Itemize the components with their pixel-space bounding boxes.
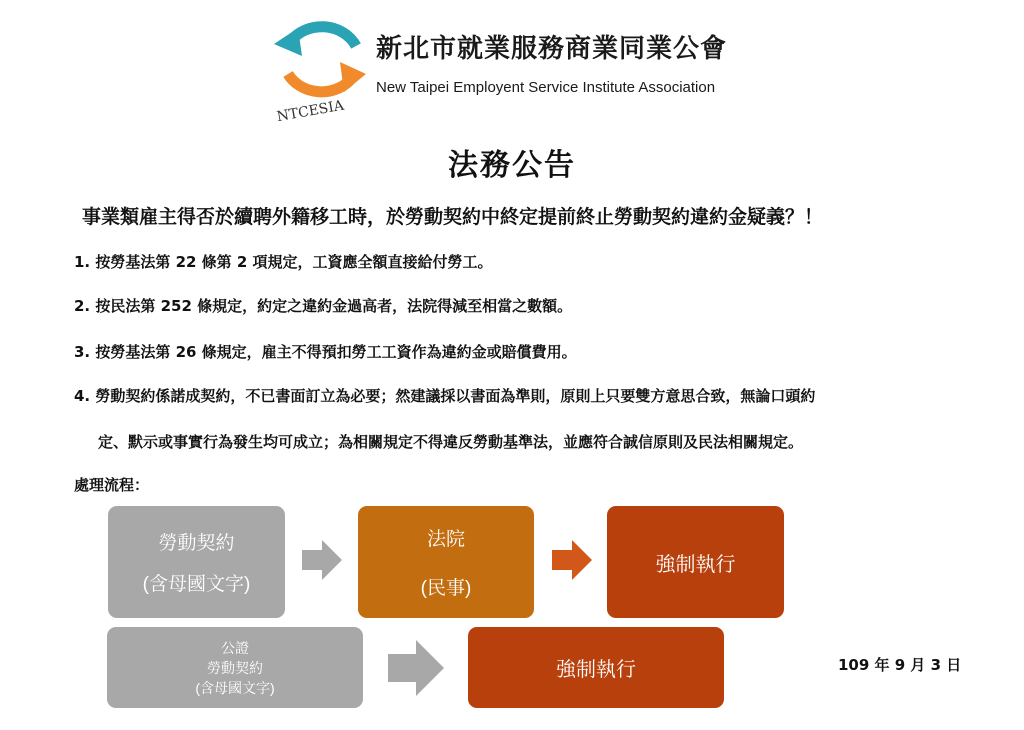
legal-item-2: 2. 按民法第 252 條規定，約定之違約金過高者，法院得減至相當之數額。 xyxy=(74,297,573,315)
flow-box-notary-line2: 勞動契約 xyxy=(207,659,263,676)
logo xyxy=(268,8,372,124)
arrow-right-icon xyxy=(388,640,444,696)
flow-box-notarized-contract xyxy=(107,627,363,708)
question-heading: 事業類雇主得否於續聘外籍移工時，於勞動契約中終定提前終止勞動契約違約金疑義？！ xyxy=(82,206,824,228)
notice-date: 109 年 9 月 3 日 xyxy=(838,656,962,674)
flow-box-enforcement-2 xyxy=(468,627,724,708)
flow-box-court-line2: (民事) xyxy=(420,578,472,599)
flow-box-court-line1: 法院 xyxy=(426,529,465,550)
flow-box-notary-line3: (含母國文字) xyxy=(195,679,275,696)
circular-arrows-icon xyxy=(268,8,372,124)
org-name-zh: 新北市就業服務商業同業公會 xyxy=(376,34,728,64)
flow-box-enforcement-2-label: 強制執行 xyxy=(556,659,636,681)
flow-box-contract-line2: (含母國文字) xyxy=(142,574,251,595)
process-label: 處理流程： xyxy=(74,476,150,494)
legal-item-3: 3. 按勞基法第 26 條規定，雇主不得預扣勞工工資作為違約金或賠償費用。 xyxy=(74,343,577,361)
flow-box-court xyxy=(358,506,534,618)
page-title: 法務公告 xyxy=(448,148,576,183)
legal-item-4: 4. 勞動契約係諾成契約，不已書面訂立為必要；然建議採以書面為準則，原則上只要雙方意思合致，無論口頭約 xyxy=(74,387,816,405)
legal-item-1: 1. 按勞基法第 22 條第 2 項規定，工資應全額直接給付勞工。 xyxy=(74,253,493,271)
flow-box-enforcement xyxy=(607,506,784,618)
legal-item-4-continued: 定、默示或事實行為發生均可成立；為相關規定不得違反勞動基準法，並應符合誠信原則及民法相關規定。 xyxy=(98,433,804,451)
flow-box-contract-line1: 勞動契約 xyxy=(158,533,235,554)
arrow-right-icon xyxy=(302,540,342,580)
flow-box-contract xyxy=(108,506,285,618)
flow-box-enforcement-label: 強制執行 xyxy=(655,553,736,576)
org-name-en: New Taipei Employent Service Institute Association xyxy=(376,79,716,96)
arrow-right-icon xyxy=(552,540,592,580)
logo-text: NTCESIA xyxy=(275,97,346,124)
flow-box-notary-line1: 公證 xyxy=(221,639,249,656)
